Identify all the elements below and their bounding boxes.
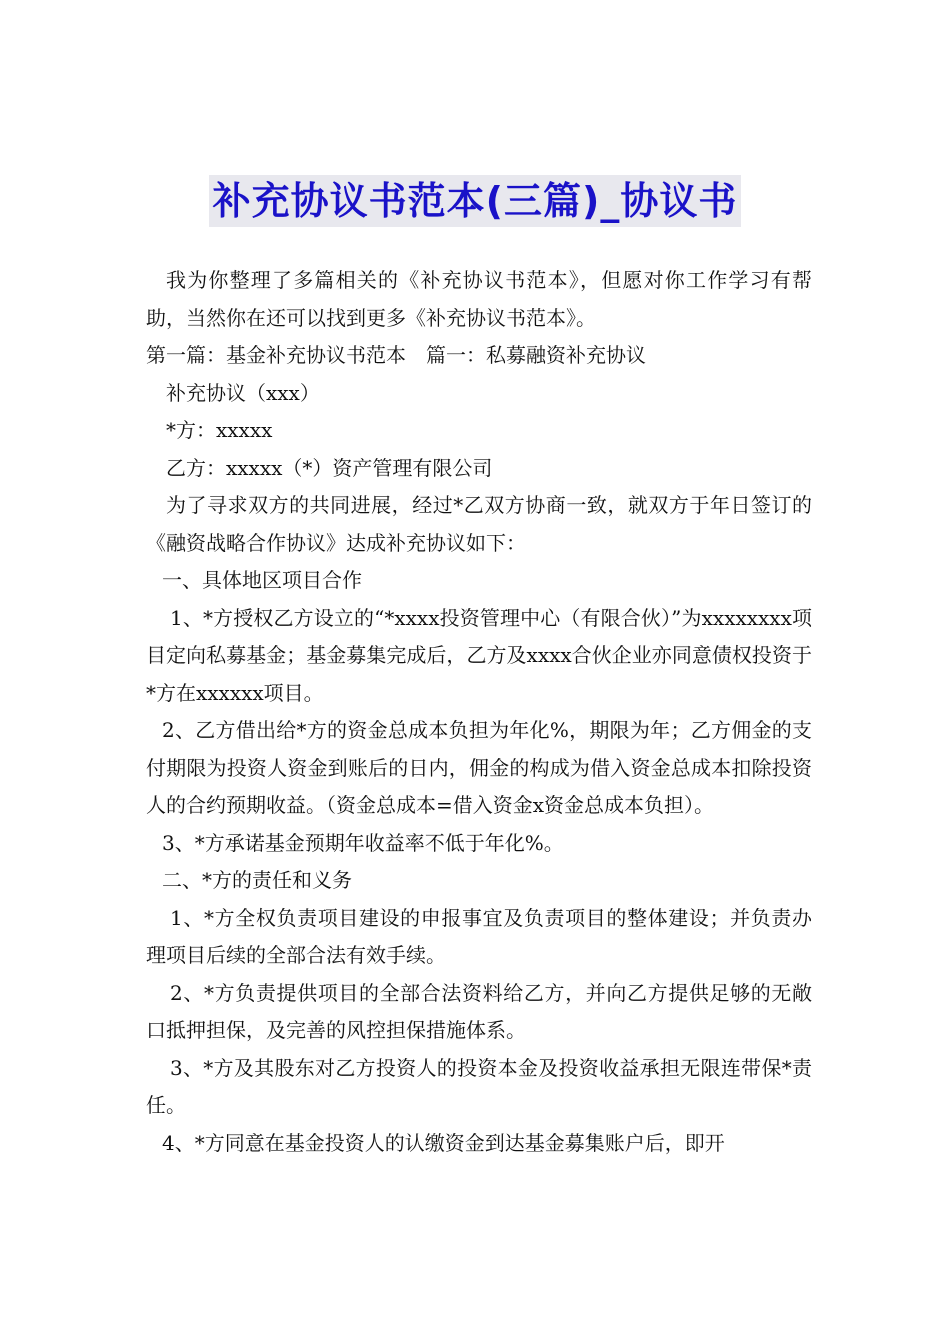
document-title: 补充协议书范本(三篇)_协议书 — [209, 175, 742, 227]
clause-1-2: 2、乙方借出给*方的资金总成本负担为年化%，期限为年；乙方佣金的支付期限为投资人资金到账后的日内，佣金的构成为借入资金总成本扣除投资人的合约预期收益。（资金总成本=借入资金x资金总成本负担）。 — [146, 718, 812, 817]
section-heading: 第一篇：基金补充协议书范本 篇一：私募融资补充协议 — [146, 343, 646, 367]
clause-2-2: 2、*方负责提供项目的全部合法资料给乙方，并向乙方提供足够的无敞口抵押担保，及完善的风控担保措施体系。 — [146, 980, 812, 1042]
document-body — [146, 262, 812, 1162]
party-b: 乙方：xxxxx（*）资产管理有限公司 — [166, 455, 493, 480]
clause-heading-1: 一、具体地区项目合作 — [162, 568, 362, 592]
preamble-paragraph: 为了寻求双方的共同进展，经过*乙双方协商一致，就双方于年日签订的《融资战略合作协议》达成补充协议如下： — [146, 493, 812, 555]
clause-2-1: 1、*方全权负责项目建设的申报事宜及负责项目的整体建设；并负责办理项目后续的全部合法有效手续。 — [146, 905, 812, 967]
clause-heading-2: 二、*方的责任和义务 — [162, 868, 352, 892]
clause-1-1: 1、*方授权乙方设立的“*xxxx投资管理中心（有限合伙）”为xxxxxxxx项目定向私募基金；基金募集完成后，乙方及xxxx合伙企业亦同意债权投资于*方在xxxxxx项目。 — [146, 605, 812, 705]
clause-2-4: 4、*方同意在基金投资人的认缴资金到达基金募集账户后，即开 — [162, 1130, 725, 1155]
title-container — [0, 175, 950, 227]
party-a: *方：xxxxx — [166, 418, 273, 442]
intro-paragraph: 我为你整理了多篇相关的《补充协议书范本》，但愿对你工作学习有帮助，当然你在还可以找到更多《补充协议书范本》。 — [146, 268, 812, 330]
agreement-title: 补充协议（xxx） — [166, 380, 320, 405]
clause-2-3: 3、*方及其股东对乙方投资人的投资本金及投资收益承担无限连带保*责任。 — [146, 1055, 812, 1117]
clause-1-3: 3、*方承诺基金预期年收益率不低于年化%。 — [162, 830, 564, 855]
